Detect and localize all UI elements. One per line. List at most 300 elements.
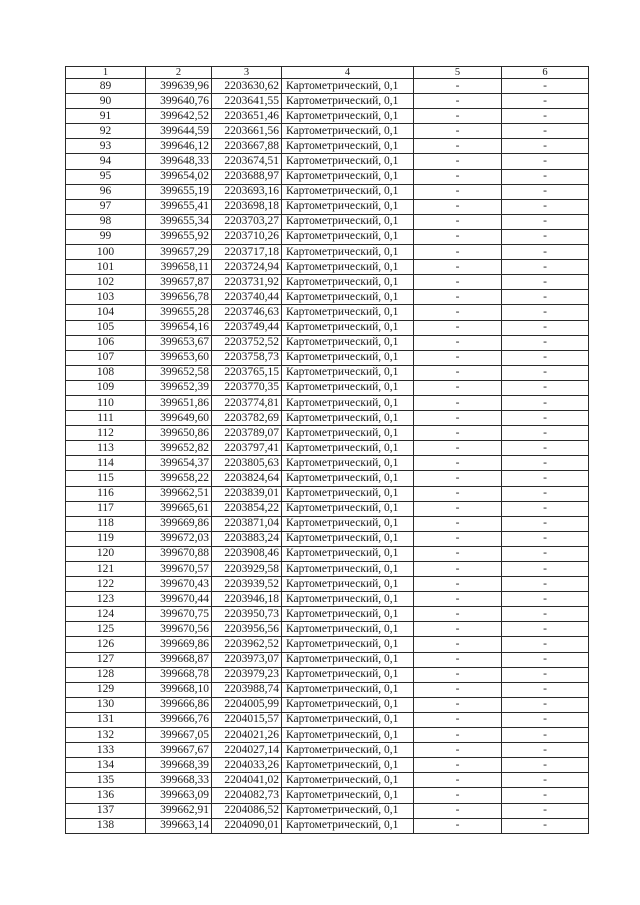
point-number-cell: 129 <box>66 682 146 697</box>
y-coordinate-cell: 2203703,27 <box>212 214 282 229</box>
col5-cell: - <box>414 94 502 109</box>
y-coordinate-cell: 2203740,44 <box>212 290 282 305</box>
y-coordinate-cell: 2203630,62 <box>212 79 282 94</box>
table-row <box>66 803 589 818</box>
y-coordinate-cell: 2203710,26 <box>212 229 282 244</box>
method-cell: Картометрический, 0,1 <box>282 275 414 290</box>
col6-cell: - <box>502 728 589 743</box>
x-coordinate-cell: 399653,60 <box>146 350 212 365</box>
y-coordinate-cell: 2203824,64 <box>212 471 282 486</box>
col6-cell: - <box>502 169 589 184</box>
x-coordinate-cell: 399669,86 <box>146 516 212 531</box>
col6-cell: - <box>502 592 589 607</box>
col5-cell: - <box>414 154 502 169</box>
x-coordinate-cell: 399663,14 <box>146 818 212 833</box>
y-coordinate-cell: 2203939,52 <box>212 577 282 592</box>
col5-cell: - <box>414 682 502 697</box>
y-coordinate-cell: 2203962,52 <box>212 637 282 652</box>
method-cell: Картометрический, 0,1 <box>282 562 414 577</box>
col5-cell: - <box>414 139 502 154</box>
table-row <box>66 712 589 727</box>
table-row <box>66 426 589 441</box>
point-number-cell: 136 <box>66 788 146 803</box>
col6-cell: - <box>502 335 589 350</box>
table-row <box>66 305 589 320</box>
table-row <box>66 154 589 169</box>
col5-cell: - <box>414 124 502 139</box>
y-coordinate-cell: 2203774,81 <box>212 395 282 410</box>
table-row <box>66 139 589 154</box>
col6-cell: - <box>502 682 589 697</box>
col6-cell: - <box>502 260 589 275</box>
method-cell: Картометрический, 0,1 <box>282 139 414 154</box>
table-row <box>66 546 589 561</box>
x-coordinate-cell: 399667,67 <box>146 743 212 758</box>
table-row <box>66 471 589 486</box>
col5-cell: - <box>414 365 502 380</box>
col5-cell: - <box>414 395 502 410</box>
point-number-cell: 119 <box>66 531 146 546</box>
table-row <box>66 395 589 410</box>
method-cell: Картометрический, 0,1 <box>282 743 414 758</box>
point-number-cell: 104 <box>66 305 146 320</box>
method-cell: Картометрический, 0,1 <box>282 652 414 667</box>
col6-cell: - <box>502 350 589 365</box>
col6-cell: - <box>502 380 589 395</box>
table-row <box>66 577 589 592</box>
point-number-cell: 114 <box>66 456 146 471</box>
method-cell: Картометрический, 0,1 <box>282 471 414 486</box>
method-cell: Картометрический, 0,1 <box>282 803 414 818</box>
table-row <box>66 199 589 214</box>
x-coordinate-cell: 399658,22 <box>146 471 212 486</box>
x-coordinate-cell: 399658,11 <box>146 260 212 275</box>
method-cell: Картометрический, 0,1 <box>282 214 414 229</box>
method-cell: Картометрический, 0,1 <box>282 501 414 516</box>
y-coordinate-cell: 2204027,14 <box>212 743 282 758</box>
col6-cell: - <box>502 486 589 501</box>
x-coordinate-cell: 399655,41 <box>146 199 212 214</box>
col6-cell: - <box>502 411 589 426</box>
col6-cell: - <box>502 652 589 667</box>
point-number-cell: 101 <box>66 260 146 275</box>
y-coordinate-cell: 2203956,56 <box>212 622 282 637</box>
column-header: 5 <box>414 67 502 79</box>
x-coordinate-cell: 399657,87 <box>146 275 212 290</box>
method-cell: Картометрический, 0,1 <box>282 516 414 531</box>
table-row <box>66 788 589 803</box>
method-cell: Картометрический, 0,1 <box>282 199 414 214</box>
col5-cell: - <box>414 728 502 743</box>
y-coordinate-cell: 2203724,94 <box>212 260 282 275</box>
table-row <box>66 773 589 788</box>
x-coordinate-cell: 399668,10 <box>146 682 212 697</box>
column-header: 3 <box>212 67 282 79</box>
x-coordinate-cell: 399662,51 <box>146 486 212 501</box>
method-cell: Картометрический, 0,1 <box>282 335 414 350</box>
method-cell: Картометрический, 0,1 <box>282 667 414 682</box>
col6-cell: - <box>502 516 589 531</box>
col6-cell: - <box>502 773 589 788</box>
x-coordinate-cell: 399668,33 <box>146 773 212 788</box>
col5-cell: - <box>414 562 502 577</box>
col5-cell: - <box>414 260 502 275</box>
coordinates-table <box>65 66 589 834</box>
x-coordinate-cell: 399667,05 <box>146 728 212 743</box>
col5-cell: - <box>414 275 502 290</box>
point-number-cell: 137 <box>66 803 146 818</box>
table-row <box>66 214 589 229</box>
table-row <box>66 562 589 577</box>
col6-cell: - <box>502 743 589 758</box>
x-coordinate-cell: 399665,61 <box>146 501 212 516</box>
method-cell: Картометрический, 0,1 <box>282 682 414 697</box>
point-number-cell: 132 <box>66 728 146 743</box>
point-number-cell: 90 <box>66 94 146 109</box>
col6-cell: - <box>502 139 589 154</box>
x-coordinate-cell: 399648,33 <box>146 154 212 169</box>
x-coordinate-cell: 399654,02 <box>146 169 212 184</box>
table-header-row <box>66 67 589 79</box>
x-coordinate-cell: 399670,88 <box>146 546 212 561</box>
point-number-cell: 120 <box>66 546 146 561</box>
point-number-cell: 106 <box>66 335 146 350</box>
col5-cell: - <box>414 441 502 456</box>
x-coordinate-cell: 399670,57 <box>146 562 212 577</box>
table-row <box>66 79 589 94</box>
y-coordinate-cell: 2203717,18 <box>212 245 282 260</box>
col5-cell: - <box>414 592 502 607</box>
method-cell: Картометрический, 0,1 <box>282 712 414 727</box>
point-number-cell: 109 <box>66 380 146 395</box>
col5-cell: - <box>414 380 502 395</box>
point-number-cell: 97 <box>66 199 146 214</box>
table-row <box>66 290 589 305</box>
col6-cell: - <box>502 818 589 833</box>
y-coordinate-cell: 2204005,99 <box>212 697 282 712</box>
table-row <box>66 697 589 712</box>
col6-cell: - <box>502 305 589 320</box>
point-number-cell: 94 <box>66 154 146 169</box>
y-coordinate-cell: 2203988,74 <box>212 682 282 697</box>
table-row <box>66 184 589 199</box>
col6-cell: - <box>502 712 589 727</box>
col5-cell: - <box>414 471 502 486</box>
col6-cell: - <box>502 275 589 290</box>
point-number-cell: 108 <box>66 365 146 380</box>
y-coordinate-cell: 2203789,07 <box>212 426 282 441</box>
col6-cell: - <box>502 199 589 214</box>
col6-cell: - <box>502 229 589 244</box>
table-row <box>66 592 589 607</box>
point-number-cell: 116 <box>66 486 146 501</box>
col5-cell: - <box>414 773 502 788</box>
col6-cell: - <box>502 109 589 124</box>
col5-cell: - <box>414 199 502 214</box>
method-cell: Картометрический, 0,1 <box>282 380 414 395</box>
col6-cell: - <box>502 667 589 682</box>
table-row <box>66 365 589 380</box>
method-cell: Картометрический, 0,1 <box>282 305 414 320</box>
method-cell: Картометрический, 0,1 <box>282 607 414 622</box>
table-row <box>66 335 589 350</box>
method-cell: Картометрический, 0,1 <box>282 592 414 607</box>
table-row <box>66 818 589 833</box>
point-number-cell: 125 <box>66 622 146 637</box>
point-number-cell: 126 <box>66 637 146 652</box>
method-cell: Картометрический, 0,1 <box>282 260 414 275</box>
y-coordinate-cell: 2203797,41 <box>212 441 282 456</box>
col5-cell: - <box>414 350 502 365</box>
x-coordinate-cell: 399639,96 <box>146 79 212 94</box>
x-coordinate-cell: 399670,75 <box>146 607 212 622</box>
table-row <box>66 411 589 426</box>
y-coordinate-cell: 2203883,24 <box>212 531 282 546</box>
col5-cell: - <box>414 697 502 712</box>
y-coordinate-cell: 2203973,07 <box>212 652 282 667</box>
table-row <box>66 516 589 531</box>
col5-cell: - <box>414 622 502 637</box>
point-number-cell: 113 <box>66 441 146 456</box>
method-cell: Картометрический, 0,1 <box>282 622 414 637</box>
table-row <box>66 320 589 335</box>
col5-cell: - <box>414 335 502 350</box>
y-coordinate-cell: 2204021,26 <box>212 728 282 743</box>
y-coordinate-cell: 2203854,22 <box>212 501 282 516</box>
x-coordinate-cell: 399644,59 <box>146 124 212 139</box>
x-coordinate-cell: 399640,76 <box>146 94 212 109</box>
table-row <box>66 380 589 395</box>
col5-cell: - <box>414 516 502 531</box>
y-coordinate-cell: 2203688,97 <box>212 169 282 184</box>
col6-cell: - <box>502 803 589 818</box>
y-coordinate-cell: 2203758,73 <box>212 350 282 365</box>
method-cell: Картометрический, 0,1 <box>282 758 414 773</box>
method-cell: Картометрический, 0,1 <box>282 637 414 652</box>
col6-cell: - <box>502 607 589 622</box>
col5-cell: - <box>414 667 502 682</box>
method-cell: Картометрический, 0,1 <box>282 184 414 199</box>
col6-cell: - <box>502 214 589 229</box>
x-coordinate-cell: 399672,03 <box>146 531 212 546</box>
col6-cell: - <box>502 290 589 305</box>
col5-cell: - <box>414 109 502 124</box>
col5-cell: - <box>414 546 502 561</box>
point-number-cell: 95 <box>66 169 146 184</box>
point-number-cell: 98 <box>66 214 146 229</box>
col5-cell: - <box>414 184 502 199</box>
method-cell: Картометрический, 0,1 <box>282 229 414 244</box>
x-coordinate-cell: 399652,58 <box>146 365 212 380</box>
x-coordinate-cell: 399651,86 <box>146 395 212 410</box>
x-coordinate-cell: 399655,34 <box>146 214 212 229</box>
col6-cell: - <box>502 637 589 652</box>
x-coordinate-cell: 399649,60 <box>146 411 212 426</box>
method-cell: Картометрический, 0,1 <box>282 773 414 788</box>
point-number-cell: 127 <box>66 652 146 667</box>
method-cell: Картометрический, 0,1 <box>282 395 414 410</box>
x-coordinate-cell: 399655,19 <box>146 184 212 199</box>
col6-cell: - <box>502 245 589 260</box>
col5-cell: - <box>414 214 502 229</box>
y-coordinate-cell: 2203752,52 <box>212 335 282 350</box>
method-cell: Картометрический, 0,1 <box>282 154 414 169</box>
method-cell: Картометрический, 0,1 <box>282 109 414 124</box>
col6-cell: - <box>502 471 589 486</box>
column-header: 4 <box>282 67 414 79</box>
col5-cell: - <box>414 79 502 94</box>
col5-cell: - <box>414 169 502 184</box>
point-number-cell: 124 <box>66 607 146 622</box>
method-cell: Картометрический, 0,1 <box>282 577 414 592</box>
point-number-cell: 96 <box>66 184 146 199</box>
method-cell: Картометрический, 0,1 <box>282 818 414 833</box>
col6-cell: - <box>502 441 589 456</box>
y-coordinate-cell: 2203765,15 <box>212 365 282 380</box>
table-row <box>66 229 589 244</box>
x-coordinate-cell: 399652,39 <box>146 380 212 395</box>
col5-cell: - <box>414 501 502 516</box>
table-row <box>66 109 589 124</box>
col6-cell: - <box>502 395 589 410</box>
x-coordinate-cell: 399663,09 <box>146 788 212 803</box>
col6-cell: - <box>502 365 589 380</box>
x-coordinate-cell: 399656,78 <box>146 290 212 305</box>
method-cell: Картометрический, 0,1 <box>282 441 414 456</box>
table-row <box>66 486 589 501</box>
x-coordinate-cell: 399666,86 <box>146 697 212 712</box>
point-number-cell: 100 <box>66 245 146 260</box>
method-cell: Картометрический, 0,1 <box>282 290 414 305</box>
col5-cell: - <box>414 290 502 305</box>
point-number-cell: 89 <box>66 79 146 94</box>
method-cell: Картометрический, 0,1 <box>282 411 414 426</box>
col5-cell: - <box>414 305 502 320</box>
table-row <box>66 682 589 697</box>
col6-cell: - <box>502 577 589 592</box>
col5-cell: - <box>414 818 502 833</box>
col6-cell: - <box>502 320 589 335</box>
method-cell: Картометрический, 0,1 <box>282 486 414 501</box>
y-coordinate-cell: 2204041,02 <box>212 773 282 788</box>
method-cell: Картометрический, 0,1 <box>282 728 414 743</box>
y-coordinate-cell: 2203698,18 <box>212 199 282 214</box>
column-header: 1 <box>66 67 146 79</box>
point-number-cell: 99 <box>66 229 146 244</box>
y-coordinate-cell: 2203661,56 <box>212 124 282 139</box>
y-coordinate-cell: 2203667,88 <box>212 139 282 154</box>
y-coordinate-cell: 2203839,01 <box>212 486 282 501</box>
method-cell: Картометрический, 0,1 <box>282 79 414 94</box>
table-row <box>66 275 589 290</box>
table-row <box>66 260 589 275</box>
col5-cell: - <box>414 456 502 471</box>
x-coordinate-cell: 399655,92 <box>146 229 212 244</box>
column-header: 6 <box>502 67 589 79</box>
table-row <box>66 743 589 758</box>
col5-cell: - <box>414 486 502 501</box>
x-coordinate-cell: 399652,82 <box>146 441 212 456</box>
y-coordinate-cell: 2203770,35 <box>212 380 282 395</box>
y-coordinate-cell: 2204033,26 <box>212 758 282 773</box>
y-coordinate-cell: 2203651,46 <box>212 109 282 124</box>
method-cell: Картометрический, 0,1 <box>282 546 414 561</box>
method-cell: Картометрический, 0,1 <box>282 320 414 335</box>
method-cell: Картометрический, 0,1 <box>282 426 414 441</box>
x-coordinate-cell: 399642,52 <box>146 109 212 124</box>
point-number-cell: 123 <box>66 592 146 607</box>
col6-cell: - <box>502 788 589 803</box>
table-row <box>66 245 589 260</box>
col6-cell: - <box>502 622 589 637</box>
method-cell: Картометрический, 0,1 <box>282 245 414 260</box>
point-number-cell: 107 <box>66 350 146 365</box>
point-number-cell: 130 <box>66 697 146 712</box>
col5-cell: - <box>414 245 502 260</box>
col6-cell: - <box>502 456 589 471</box>
table-row <box>66 124 589 139</box>
point-number-cell: 133 <box>66 743 146 758</box>
point-number-cell: 117 <box>66 501 146 516</box>
y-coordinate-cell: 2203871,04 <box>212 516 282 531</box>
x-coordinate-cell: 399666,76 <box>146 712 212 727</box>
table-row <box>66 637 589 652</box>
method-cell: Картометрический, 0,1 <box>282 531 414 546</box>
y-coordinate-cell: 2203674,51 <box>212 154 282 169</box>
point-number-cell: 112 <box>66 426 146 441</box>
point-number-cell: 134 <box>66 758 146 773</box>
table-row <box>66 667 589 682</box>
y-coordinate-cell: 2204090,01 <box>212 818 282 833</box>
col5-cell: - <box>414 637 502 652</box>
table-row <box>66 728 589 743</box>
col6-cell: - <box>502 531 589 546</box>
x-coordinate-cell: 399668,39 <box>146 758 212 773</box>
method-cell: Картометрический, 0,1 <box>282 169 414 184</box>
method-cell: Картометрический, 0,1 <box>282 788 414 803</box>
y-coordinate-cell: 2203950,73 <box>212 607 282 622</box>
x-coordinate-cell: 399657,29 <box>146 245 212 260</box>
col5-cell: - <box>414 320 502 335</box>
x-coordinate-cell: 399662,91 <box>146 803 212 818</box>
col5-cell: - <box>414 426 502 441</box>
x-coordinate-cell: 399669,86 <box>146 637 212 652</box>
col5-cell: - <box>414 607 502 622</box>
table-row <box>66 169 589 184</box>
method-cell: Картометрический, 0,1 <box>282 456 414 471</box>
col5-cell: - <box>414 743 502 758</box>
col5-cell: - <box>414 712 502 727</box>
table-row <box>66 758 589 773</box>
x-coordinate-cell: 399670,43 <box>146 577 212 592</box>
point-number-cell: 102 <box>66 275 146 290</box>
col5-cell: - <box>414 229 502 244</box>
col6-cell: - <box>502 184 589 199</box>
point-number-cell: 128 <box>66 667 146 682</box>
method-cell: Картометрический, 0,1 <box>282 365 414 380</box>
y-coordinate-cell: 2204015,57 <box>212 712 282 727</box>
y-coordinate-cell: 2203693,16 <box>212 184 282 199</box>
point-number-cell: 110 <box>66 395 146 410</box>
y-coordinate-cell: 2203749,44 <box>212 320 282 335</box>
point-number-cell: 105 <box>66 320 146 335</box>
point-number-cell: 91 <box>66 109 146 124</box>
x-coordinate-cell: 399650,86 <box>146 426 212 441</box>
col6-cell: - <box>502 124 589 139</box>
point-number-cell: 122 <box>66 577 146 592</box>
col6-cell: - <box>502 94 589 109</box>
col5-cell: - <box>414 577 502 592</box>
